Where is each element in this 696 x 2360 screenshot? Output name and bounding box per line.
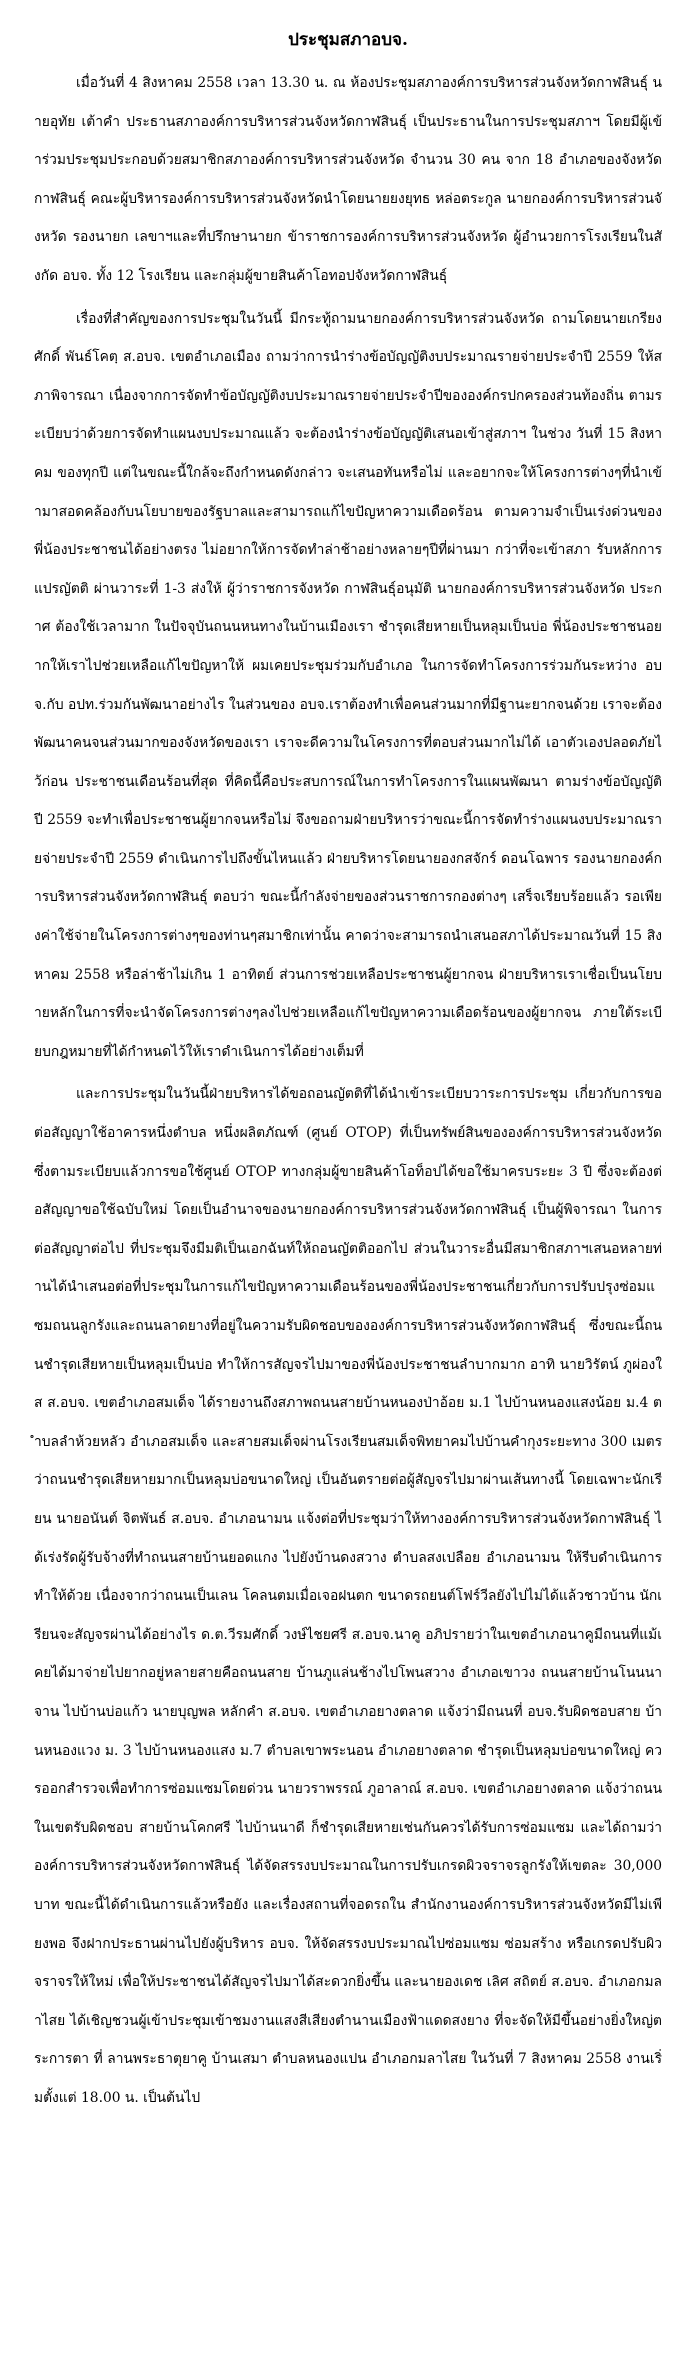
paragraph-3: และการประชุมในวันนี้ฝ่ายบริหารได้ขอถอนญัตติที่ได้นำเข้าระเบียบวาระการประชุม เกี่ยวกับการขอต่อสัญญาใช้อาคารหนึ่งตำบล หนึ่งผลิตภัณฑ์ (ศูนย์ OTOP) ที่เป็นทรัพย์สินขององค์การบริหารส่วนจังหวัด ซึ่งตามระเบียบแล้วการขอใช้ศูนย์ OTOP ทางกลุ่มผู้ขายสินค้าโอท็อปได้ขอใช้มาครบระยะ 3 ปี ซึ่งจะต้องต่อสัญญาขอใช้ฉบับใหม่ โดยเป็นอำนาจของนายกองค์การบริหารส่วนจังหวัดกาฬสินธุ์ เป็นผู้พิจารณา ในการต่อสัญญาต่อไป ที่ประชุมจึงมีมติเป็นเอกฉันท์ให้ถอนญัตติออกไป ส่วนในวาระอื่นมีสมาชิกสภาฯเสนอหลายท่านได้นำเสนอต่อที่ประชุมในการแก้ไขปัญหาความเดือนร้อนของพี่น้องประชาชนเกี่ยวกับการปรับปรุงซ่อมแซมถนนลูกรังและถนนลาดยางที่อยู่ในความรับผิดชอบขององค์การบริหารส่วนจังหวัดกาฬสินธุ์ ซึ่งขณะนี้ถนนชำรุดเสียหายเป็นหลุมเป็นบ่อ ทำให้การสัญจรไปมาของพี่น้องประชาชนลำบากมาก อาทิ นายวิรัตน์ ภูผ่องใส ส.อบจ. เขตอำเภอสมเด็จ ได้รายงานถึงสภาพถนนสายบ้านหนองป่าอ้อย ม.1 ไปบ้านหนองแสงน้อย ม.4 ตำบลลำห้วยหลัว อำเภอสมเด็จ และสายสมเด็จผ่านโรงเรียนสมเด็จพิทยาคมไปบ้านคำกุงระยะทาง 300 เมตร ว่าถนนชำรุดเสียหายมากเป็นหลุมบ่อขนาดใหญ่ เป็นอันตรายต่อผู้สัญจรไปมาผ่านเส้นทางนี้ โดยเฉพาะนักเรียน นายอนันต์ จิตพันธ์ ส.อบจ. อำเภอนามน แจ้งต่อที่ประชุมว่าให้ทางองค์การบริหารส่วนจังหวัดกาฬสินธุ์ ได้เร่งรัดผู้รับจ้างที่ทำถนนสายบ้านยอดแกง ไปยังบ้านดงสวาง ตำบลสงเปลือย อำเภอนามน ให้รีบดำเนินการทำให้ด้วย เนื่องจากว่าถนนเป็นเลน โคลนตมเมื่อเจอฝนตก ขนาดรถยนต์โฟร์วีลยังไปไม่ได้แล้วชาวบ้าน นักเรียนจะสัญจรผ่านได้อย่างไร ด.ต.วีรมศักดิ์ วงษ์ไชยศรี ส.อบจ.นาคู อภิปรายว่าในเขตอำเภอนาคูมีถนนที่แม้เคยได้มาจ่ายไปยากอยู่หลายสายคือถนนสาย บ้านภูแล่นช้างไปโพนสวาง อำเภอเขาวง ถนนสายบ้านโนนนาจาน ไปบ้านบ่อแก้ว นายบุญพล หลักคำ ส.อบจ. เขตอำเภอยางตลาด แจ้งว่ามีถนนที่ อบจ.รับผิดชอบสาย บ้านหนองแวง ม. 3 ไปบ้านหนองแสง ม.7 ตำบลเขาพระนอน อำเภอยางตลาด ชำรุดเป็นหลุมบ่อขนาดใหญ่ ควรออกสำรวจเพื่อทำการซ่อมแซมโดยด่วน นายวราพรรณ์ ภูอาลาณ์ ส.อบจ. เขตอำเภอยางตลาด แจ้งว่าถนนในเขตรับผิดชอบ สายบ้านโคกศรี ไปบ้านนาดี ก็ชำรุดเสียหายเช่นกันควรได้รับการซ่อมแซม และได้ถามว่า องค์การบริหารส่วนจังหวัดกาฬสินธุ์ ได้จัดสรรงบประมาณในการปรับเกรดผิวจราจรลูกรังให้เขตละ 30,000 บาท ขณะนี้ได้ดำเนินการแล้วหรือยัง และเรื่องสถานที่จอดรถใน สำนักงานองค์การบริหารส่วนจังหวัดมีไม่เพียงพอ จึงฝากประธานผ่านไปยังผู้บริหาร อบจ. ให้จัดสรรงบประมาณไปซ่อมแซม ซ่อมสร้าง หรือเกรดปรับผิวจราจรให้ใหม่ เพื่อให้ประชาชนได้สัญจรไปมาได้สะดวกยิ่งขึ้น และนายองเดช เลิศ สถิตย์ ส.อบจ. อำเภอกมลาไสย ได้เชิญชวนผู้เข้าประชุมเข้าชมงานแสงสีเสียงตำนานเมืองฟ้าแดดสงยาง ที่จะจัดให้มีขึ้นอย่างยิ่งใหญ่ตระการตา ที่ ลานพระธาตุยาคู บ้านเสมา ตำบลหนองแปน อำเภอกมลาไสย ในวันที่ 7 สิงหาคม 2558 งานเริ่มตั้งแต่ 18.00 น. เป็นต้นไป [34,1086,662,2106]
document-title: ประชุมสภาอบจ. [288,30,408,50]
paragraph-2: เรื่องที่สำคัญของการประชุมในวันนี้ มีกระทู้ถามนายกองค์การบริหารส่วนจังหวัด ถามโดยนายเกรียงศักดิ์ พันธ์โคตฺ ส.อบจ. เขตอำเภอเมือง ถามว่าการนำร่างข้อบัญญัติงบประมาณรายจ่ายประจำปี 2559 ให้สภาพิจารณา เนื่องจากการจัดทำข้อบัญญัติงบประมาณรายจ่ายประจำปีขององค์กรปกครองส่วนท้องถิ่น ตามระเบียบว่าด้วยการจัดทำแผนงบประมาณแล้ว จะต้องนำร่างข้อบัญญัติเสนอเข้าสู่สภาฯ ในช่วง วันที่ 15 สิงหาคม ของทุกปี แต่ในขณะนี้ใกล้จะถึงกำหนดดังกล่าว จะเสนอทันหรือไม่ และอยากจะให้โครงการต่างๆที่นำเข้ามาสอดคล้องกับนโยบายของรัฐบาลและสามารถแก้ไขปัญหาความเดือดร้อน ตามความจำเป็นเร่งด่วนของพี่น้องประชาชนได้อย่างตรง ไม่อยากให้การจัดทำล่าช้าอย่างหลายๆปีที่ผ่านมา กว่าที่จะเข้าสภา รับหลักการ แปรญัตติ ผ่านวาระที่ 1-3 ส่งให้ ผู้ว่าราชการจังหวัด กาฬสินธุ์อนุมัติ นายกองค์การบริหารส่วนจังหวัด ประกาศ ต้องใช้เวลามาก ในปัจจุบันถนนหนทางในบ้านเมืองเรา ชำรุดเสียหายเป็นหลุมเป็นบ่อ พี่น้องประชาชนอยากให้เราไปช่วยเหลือแก้ไขปัญหาให้ ผมเคยประชุมร่วมกับอำเภอ ในการจัดทำโครงการร่วมกันระหว่าง อบจ.กับ อปท.ร่วมกันพัฒนาอย่างไร ในส่วนของ อบจ.เราต้องทำเพื่อคนส่วนมากที่มีฐานะยากจนด้วย เราจะต้องพัฒนาคนจนส่วนมากของจังหวัดของเรา เราจะดีความในโครงการที่ตอบส่วนมากไม่ได้ เอาตัวเองปลอดภัยไว้ก่อน ประชาชนเดือนร้อนที่สุด ที่คิดนี้คือประสบการณ์ในการทำโครงการในแผนพัฒนา ตามร่างข้อบัญญัติปี 2559 จะทำเพื่อประชาชนผู้ยากจนหรือไม่ จึงขอถามฝ่ายบริหารว่าขณะนี้การจัดทำร่างแผนงบประมาณรายจ่ายประจำปี 2559 ดำเนินการไปถึงขั้นไหนแล้ว ฝ่ายบริหารโดยนายองกสจักร์ ดอนโฉพาร รองนายกองค์การบริหารส่วนจังหวัดกาฬสินธุ์ ตอบว่า ขณะนี้กำลังจ่ายของส่วนราชการกองต่างๆ เสร็จเรียบร้อยแล้ว รอเพียงค่าใช้จ่ายในโครงการต่างๆของท่านๆสมาชิกเท่านั้น คาดว่าจะสามารถนำเสนอสภาได้ประมาณวันที่ 15 สิงหาคม 2558 หรือล่าช้าไม่เกิน 1 อาทิตย์ ส่วนการช่วยเหลือประชาชนผู้ยากจน ฝ่ายบริหารเราเชื่อเป็นนโยบายหลักในการที่จะนำจัดโครงการต่างๆลงไปช่วยเหลือแก้ไขปัญหาความเดือดร้อนของผู้ยากจน ภายใต้ระเบียบกฎหมายที่ได้กำหนดไว้ให้เราดำเนินการได้อย่างเต็มที่ [34,310,662,1060]
paragraph-1: เมื่อวันที่ 4 สิงหาคม 2558 เวลา 13.30 น. ณ ห้องประชุมสภาองค์การบริหารส่วนจังหวัดกาฬสินธุ์ นายอุทัย เต้าคำ ประธานสภาองค์การบริหารส่วนจังหวัดกาฬสินธุ์ เป็นประธานในการประชุมสภาฯ โดยมีผู้เข้าร่วมประชุมประกอบด้วยสมาชิกสภาองค์การบริหารส่วนจังหวัด จำนวน 30 คน จาก 18 อำเภอของจังหวัดกาฬสินธุ์ คณะผู้บริหารองค์การบริหารส่วนจังหวัดนำโดยนายยงยุทธ หล่อตระกูล นายกองค์การบริหารส่วนจังหวัด รองนายก เลขาฯและที่ปรึกษานายก ข้าราชการองค์การบริหารส่วนจังหวัด ผู้อำนวยการโรงเรียนในสังกัด อบจ. ทั้ง 12 โรงเรียน และกลุ่มผู้ขายสินค้าโอทอปจังหวัดกาฬสินธุ์ [34,75,662,284]
